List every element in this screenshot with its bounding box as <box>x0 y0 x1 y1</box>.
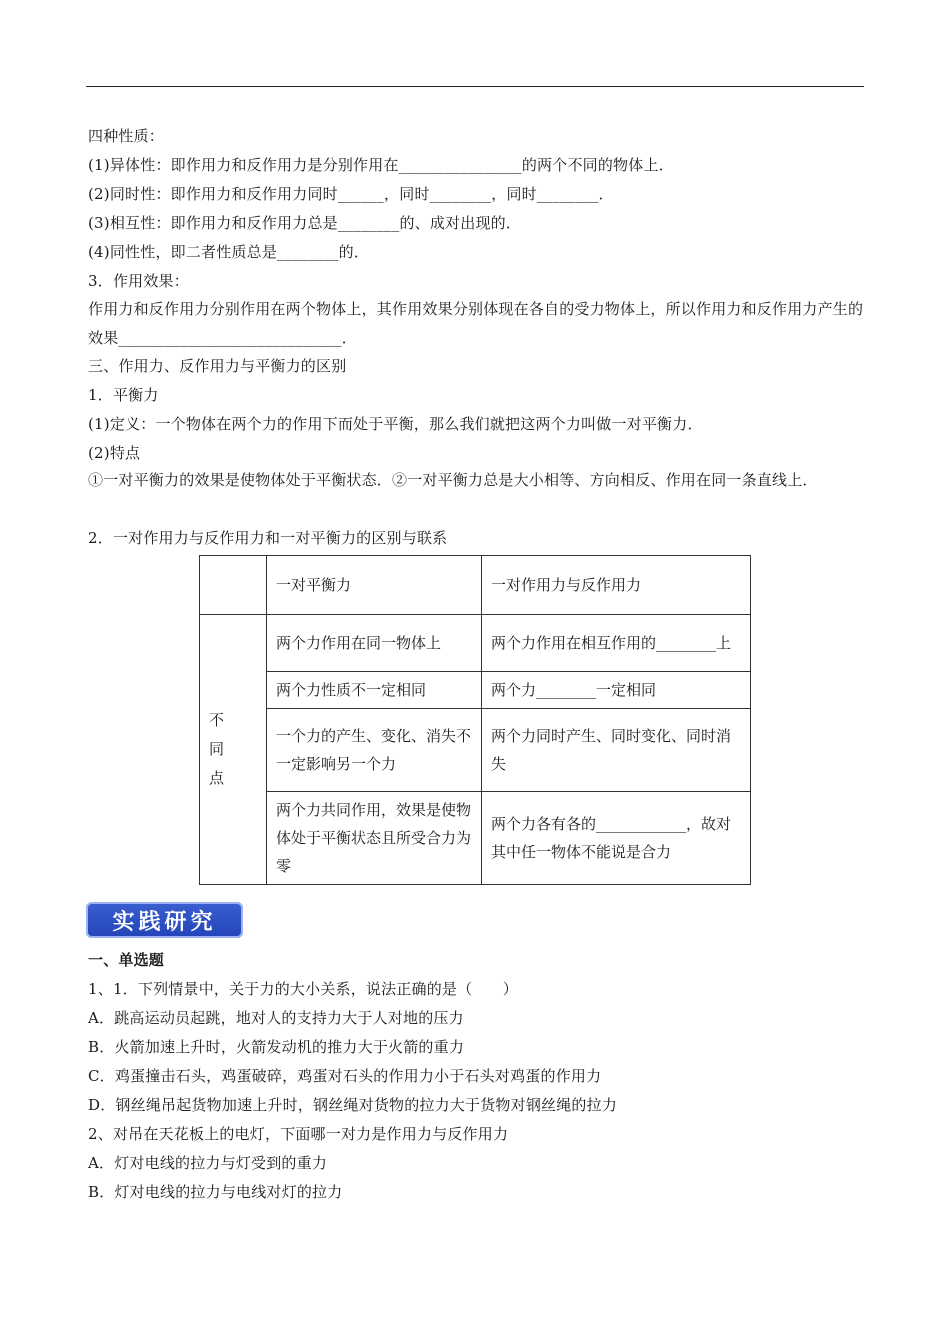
balance-feature-heading: (2)特点 <box>88 444 141 462</box>
header-action-reaction: 一对作用力与反作用力 <box>482 556 751 615</box>
balance-force-heading: 1．平衡力 <box>88 386 159 404</box>
practice-banner: 实践研究 <box>86 902 243 938</box>
property-1: (1)异体性：即作用力和反作用力是分别作用在________________的两个不同的物体上． <box>88 156 674 174</box>
cell-reaction-3: 两个力同时产生、同时变化、同时消失 <box>482 709 751 792</box>
cell-reaction-4: 两个力各有各的____________，故对其中任一物体不能说是合力 <box>482 792 751 885</box>
question-2-stem: 2、对吊在天花板上的电灯，下面哪一对力是作用力与反作用力 <box>88 1125 509 1143</box>
question-1-option-a: A．跳高运动员起跳，地对人的支持力大于人对地的压力 <box>88 1009 464 1027</box>
comparison-table <box>199 555 751 885</box>
side-label-difference <box>200 615 267 885</box>
comparison-heading: 2．一对作用力与反作用力和一对平衡力的区别与联系 <box>88 529 448 547</box>
cell-balance-1: 两个力作用在同一物体上 <box>267 615 482 672</box>
header-balance-force: 一对平衡力 <box>267 556 482 615</box>
part-three-heading: 三、作用力、反作用力与平衡力的区别 <box>88 357 347 375</box>
question-1-option-c: C．鸡蛋撞击石头，鸡蛋破碎，鸡蛋对石头的作用力小于石头对鸡蛋的作用力 <box>88 1067 602 1085</box>
question-2-option-b: B．灯对电线的拉力与电线对灯的拉力 <box>88 1183 343 1201</box>
table-row <box>200 672 751 709</box>
cell-reaction-1: 两个力作用在相互作用的________上 <box>482 615 751 672</box>
table-header-row <box>200 556 751 615</box>
balance-definition: (1)定义：一个物体在两个力的作用下而处于平衡，那么我们就把这两个力叫做一对平衡力． <box>88 415 703 433</box>
table-row <box>200 615 751 672</box>
properties-heading: 四种性质： <box>88 127 165 145</box>
question-2-option-a: A．灯对电线的拉力与灯受到的重力 <box>88 1154 328 1172</box>
header-rule <box>86 86 864 87</box>
cell-balance-3: 一个力的产生、变化、消失不一定影响另一个力 <box>267 709 482 792</box>
balance-feature-body: ①一对平衡力的效果是使物体处于平衡状态．②一对平衡力总是大小相等、方向相反、作用在同一条直线上． <box>88 471 818 489</box>
effect-body: 作用力和反作用力分别作用在两个物体上，其作用效果分别体现在各自的受力物体上，所以作用力和反作用力产生的效果_____________________________． <box>88 300 864 347</box>
table-row <box>200 709 751 792</box>
table-corner-cell <box>200 556 267 615</box>
cell-balance-4: 两个力共同作用，效果是使物体处于平衡状态且所受合力为零 <box>267 792 482 885</box>
effect-heading: 3．作用效果： <box>88 272 189 290</box>
side-label-text: 不同点 <box>209 711 225 787</box>
question-1-option-d: D．钢丝绳吊起货物加速上升时，钢丝绳对货物的拉力大于货物对钢丝绳的拉力 <box>88 1096 618 1114</box>
cell-reaction-2: 两个力________一定相同 <box>482 672 751 709</box>
exercise-heading: 一、单选题 <box>88 951 165 969</box>
question-1-option-b: B．火箭加速上升时，火箭发动机的推力大于火箭的重力 <box>88 1038 465 1056</box>
property-2: (2)同时性：即作用力和反作用力同时______，同时________，同时________． <box>88 185 614 203</box>
property-3: (3)相互性：即作用力和反作用力总是________的、成对出现的． <box>88 214 522 232</box>
cell-balance-2: 两个力性质不一定相同 <box>267 672 482 709</box>
table-row <box>200 792 751 885</box>
property-4: (4)同性性，即二者性质总是________的． <box>88 243 370 261</box>
question-1-stem: 1、1．下列情景中，关于力的大小关系，说法正确的是（ ） <box>88 980 518 998</box>
